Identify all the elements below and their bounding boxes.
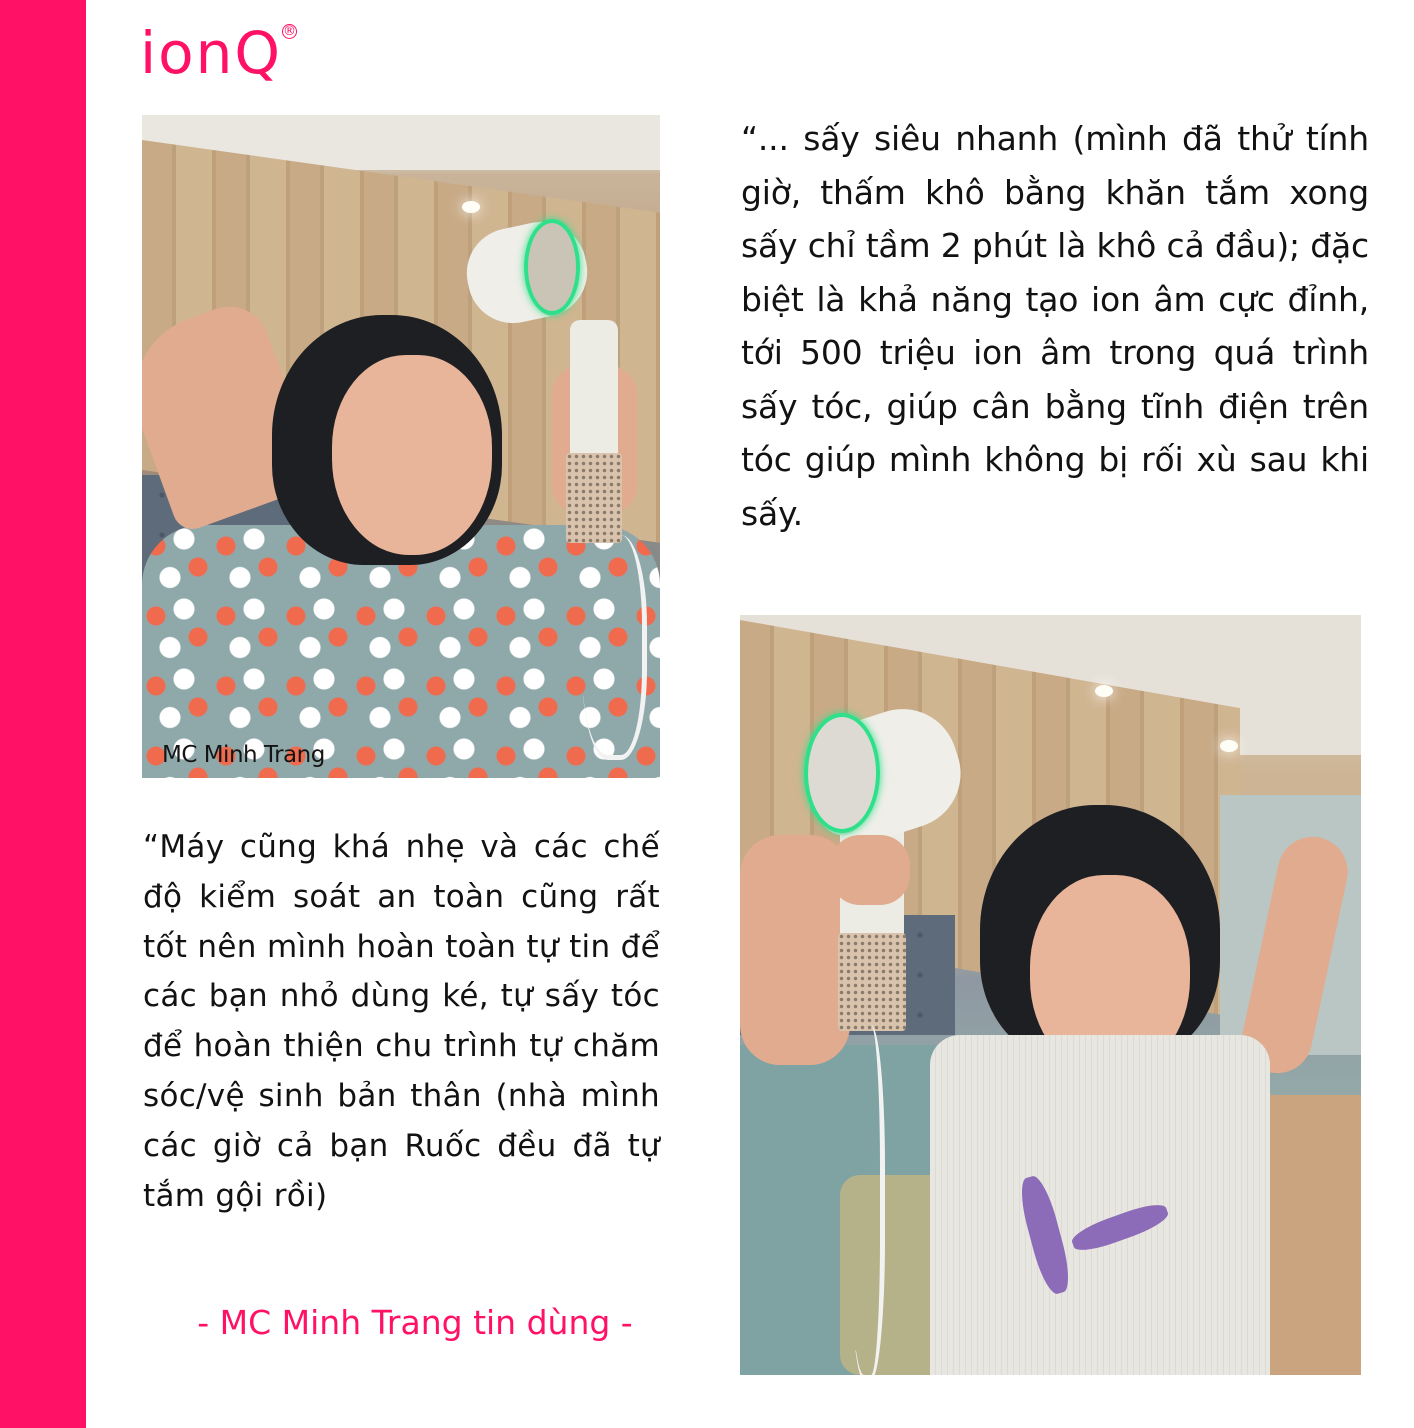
hand <box>830 835 910 905</box>
testimonial-quote-right: “... sấy siêu nhanh (mình đã thử tính giờ, thấm khô bằng khăn tắm xong sấy chỉ tầm 2 phút là khô cả đầu); đặc biệt là khả năng tạo ion âm cực đỉnh, tới 500 triệu ion âm trong quá trình sấy tóc, giúp cân bằng tĩnh điện trên tóc giúp mình không bị rối xù sau khi sấy. <box>741 119 1369 533</box>
white-shirt <box>930 1035 1270 1375</box>
ceiling-light <box>1095 685 1113 697</box>
green-led-ring <box>524 219 580 315</box>
face <box>332 355 492 555</box>
registered-mark-icon: ® <box>283 24 296 39</box>
brand-logo <box>140 19 296 87</box>
pink-side-bar <box>0 0 86 1428</box>
dryer-grill <box>838 933 906 1031</box>
green-led-ring <box>804 713 880 833</box>
dryer-cord <box>850 1025 885 1375</box>
testimonial-quote-left: “Máy cũng khá nhẹ và các chế độ kiểm soát an toàn cũng rất tốt nên mình hoàn toàn tự tin để các bạn nhỏ dùng ké, tự sấy tóc để hoàn thiện chu trình tự chăm sóc/vệ sinh bản thân (nhà mình các giờ cả bạn Ruốc đều đã tự tắm gội rồi) <box>143 829 660 1214</box>
photo-mc-minh-trang <box>142 115 660 778</box>
ceiling-light <box>462 201 480 213</box>
dryer-grill <box>566 453 622 543</box>
photo-child <box>740 615 1361 1375</box>
ceiling-light <box>1220 740 1238 752</box>
logo-text: ionQ <box>140 19 283 87</box>
dryer-cord <box>582 535 647 760</box>
testimonial-signature: - MC Minh Trang tin dùng - <box>197 1303 633 1342</box>
photo-caption: MC Minh Trang <box>162 742 325 768</box>
